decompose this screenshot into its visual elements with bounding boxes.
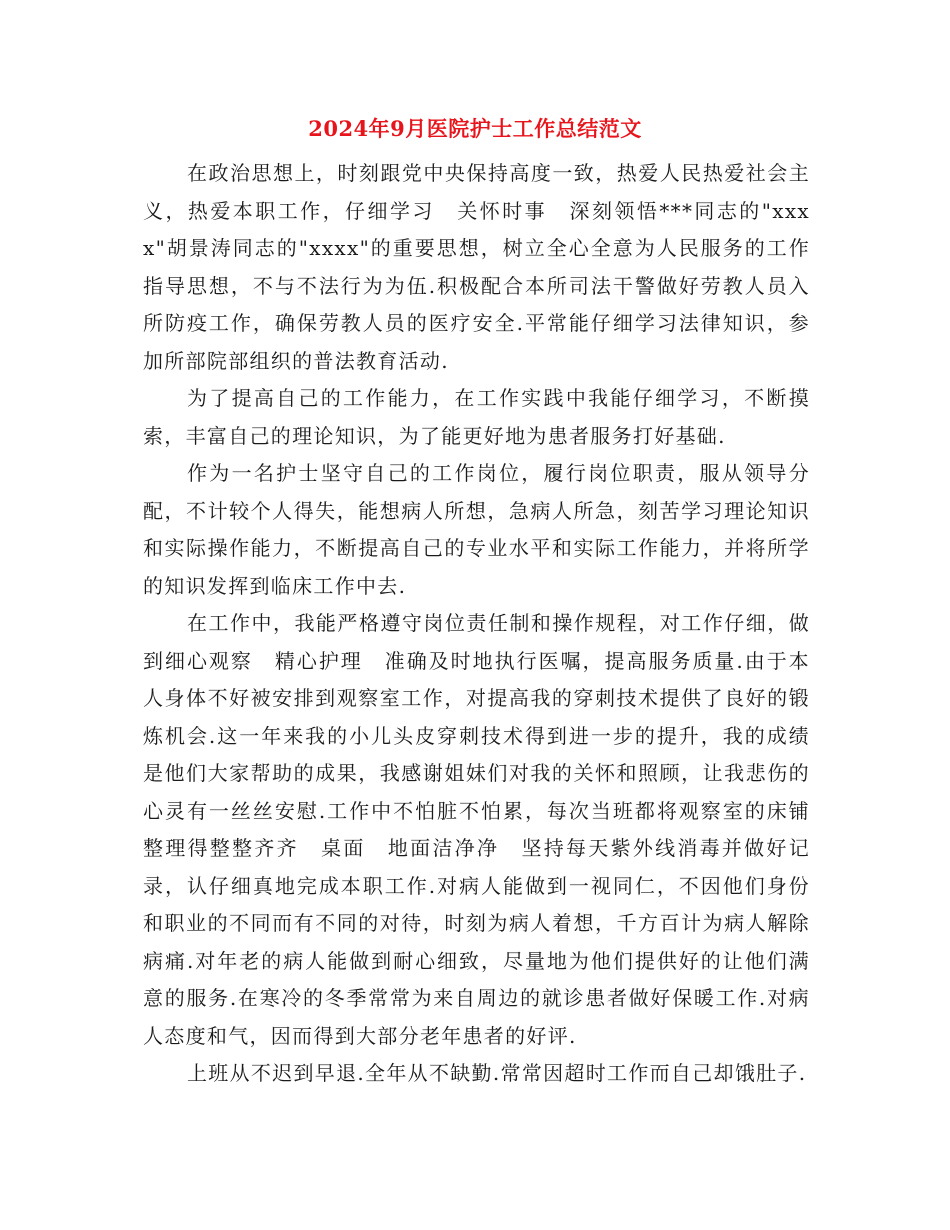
paragraph-work-ability: 为了提高自己的工作能力，在工作实践中我能仔细学习，不断摸索，丰富自己的理论知识，为了能更好地为患者服务打好基础. — [143, 386, 810, 448]
document-title: 2024年9月医院护士工作总结范文 — [308, 116, 642, 141]
paragraph-work-practice: 在工作中，我能严格遵守岗位责任制和操作规程，对工作仔细，做到细心观察 精心护理 准确及时地执行医嘱，提高服务质量.由于本人身体不好被安排到观察室工作，对提高我的穿刺技术提供了良好的锻炼机会.这一年来我的小儿头皮穿刺技术得到进一步的提升，我的成绩是他们大家帮助的成果，我感谢姐妹们对我的关怀和照顾，让我悲伤的心灵有一丝丝安慰.工作中不怕脏不怕累，每次当班都将观察室的床铺整理得整整齐齐 桌面 地面洁净净 坚持每天紫外线消毒并做好记录，认仔细真地完成本职工作.对病人能做到一视同仁，不因他们身份和职业的不同而有不同的对待，时刻为病人着想，千方百计为病人解除病痛.对年老的病人能做到耐心细致，尽量地为他们提供好的让他们满意的服务.在寒冷的冬季常常为来自周边的就诊患者做好保暖工作.对病人态度和气，因而得到大部分老年患者的好评. — [143, 611, 810, 1048]
paragraph-nurse-duties: 作为一名护士坚守自己的工作岗位，履行岗位职责，服从领导分配，不计较个人得失，能想病人所想，急病人所急，刻苦学习理论知识和实际操作能力，不断提高自己的专业水平和实际工作能力，并将所学的知识发挥到临床工作中去. — [143, 461, 810, 598]
paragraph-attendance: 上班从不迟到早退.全年从不缺勤.常常因超时工作而自己却饿肚子. — [187, 1061, 807, 1085]
paragraph-political-thought: 在政治思想上，时刻跟党中央保持高度一致，热爱人民热爱社会主义，热爱本职工作，仔细学习 关怀时事 深刻领悟***同志的"xxxx"胡景涛同志的"xxxx"的重要思想，树立全心全意为人民服务的工作指导思想，不与不法行为为伍.积极配合本所司法干警做好劳教人员入所防疫工作，确保劳教人员的医疗安全.平常能仔细学习法律知识，参加所部院部组织的普法教育活动. — [143, 161, 810, 373]
document-body — [143, 155, 810, 1093]
